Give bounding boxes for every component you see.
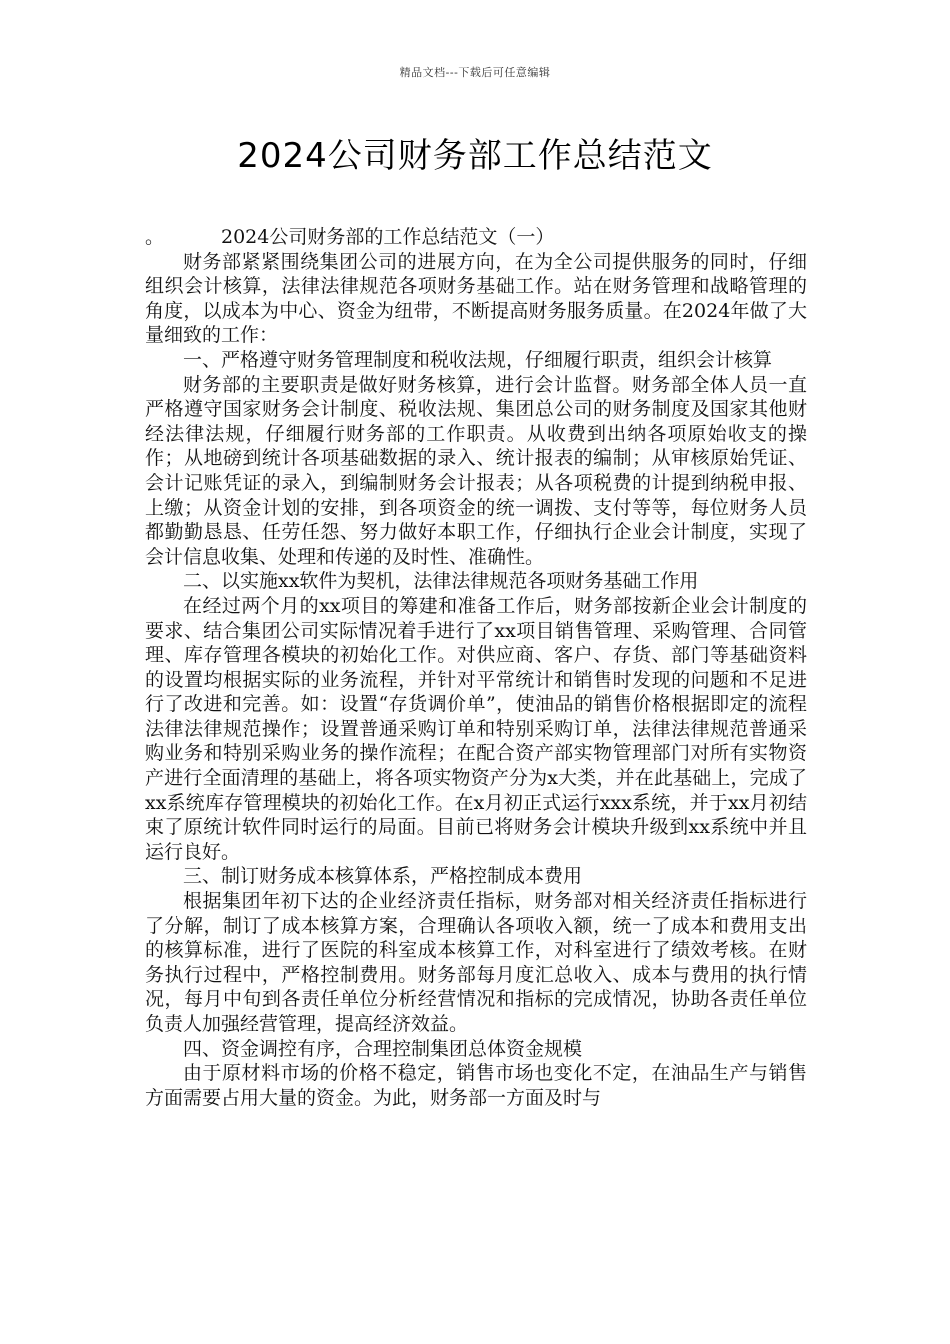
document-body	[145, 225, 807, 1110]
heading-section-2: 二、以实施xx软件为契机，法律法律规范各项财务基础工作用	[183, 570, 699, 593]
header-note: 精品文档---下载后可任意编辑	[399, 66, 551, 79]
document-title: 2024公司财务部工作总结范文	[237, 136, 713, 176]
paragraph-section-4: 由于原材料市场的价格不稳定，销售市场也变化不定，在油品生产与销售方面需要占用大量的资金。为此，财务部一方面及时与	[145, 1062, 807, 1109]
subtitle-text: 。 2024公司财务部的工作总结范文（一）	[145, 226, 555, 248]
heading-section-4: 四、资金调控有序，合理控制集团总体资金规模	[183, 1037, 583, 1060]
heading-section-3: 三、制订财务成本核算体系，严格控制成本费用	[183, 865, 583, 888]
heading-section-1: 一、严格遵守财务管理制度和税收法规，仔细履行职责，组织会计核算	[183, 348, 773, 371]
paragraph-section-1: 财务部的主要职责是做好财务核算，进行会计监督。财务部全体人员一直严格遵守国家财务会计制度、税收法规、集团总公司的财务制度及国家其他财经法律法规，仔细履行财务部的工作职责。从收费到出纳各项原始收支的操作；从地磅到统计各项基础数据的录入、统计报表的编制；从审核原始凭证、会计记账凭证的录入，到编制财务会计报表；从各项税费的计提到纳税申报、上缴；从资金计划的安排，到各项资金的统一调拨、支付等等，每位财务人员都勤勤恳恳、任劳任怨、努力做好本职工作，仔细执行企业会计制度，实现了会计信息收集、处理和传递的及时性、准确性。	[145, 373, 807, 568]
paragraph-intro: 财务部紧紧围绕集团公司的进展方向，在为全公司提供服务的同时，仔细组织会计核算，法律法律规范各项财务基础工作。站在财务管理和战略管理的角度，以成本为中心、资金为纽带，不断提高财务服务质量。在2024年做了大量细致的工作：	[145, 250, 807, 347]
paragraph-section-2: 在经过两个月的xx项目的筹建和准备工作后，财务部按新企业会计制度的要求、结合集团公司实际情况着手进行了xx项目销售管理、采购管理、合同管理、库存管理各模块的初始化工作。对供应商、客户、存货、部门等基础资料的设置均根据实际的业务流程，并针对平常统计和销售时发现的问题和不足进行了改进和完善。如：设置“存货调价单”，使油品的销售价格根据即定的流程法律法律规范操作；设置普通采购订单和特别采购订单，法律法律规范普通采购业务和特别采购业务的操作流程；在配合资产部实物管理部门对所有实物资产进行全面清理的基础上，将各项实物资产分为x大类，并在此基础上，完成了xx系统库存管理模块的初始化工作。在x月初正式运行xxx系统，并于xx月初结束了原统计软件同时运行的局面。目前已将财务会计模块升级到xx系统中并且运行良好。	[145, 594, 807, 863]
section-subtitle	[145, 225, 807, 250]
paragraph-section-3: 根据集团年初下达的企业经济责任指标，财务部对相关经济责任指标进行了分解，制订了成本核算方案，合理确认各项收入额，统一了成本和费用支出的核算标准，进行了医院的科室成本核算工作，对科室进行了绩效考核。在财务执行过程中，严格控制费用。财务部每月度汇总收入、成本与费用的执行情况，每月中旬到各责任单位分析经营情况和指标的完成情况，协助各责任单位负责人加强经营管理，提高经济效益。	[145, 890, 807, 1035]
